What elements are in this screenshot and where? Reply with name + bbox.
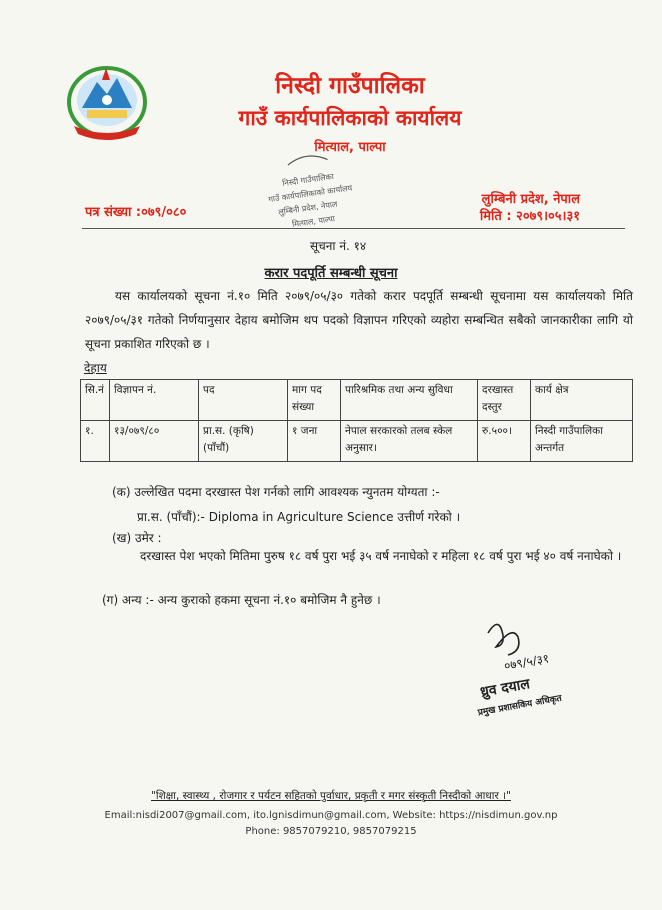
table-header-cell: सि.नं [81,380,110,421]
stamp-line-2: गाउँ कार्यपालिकाको कार्यालय [267,183,353,205]
signatory-name: ध्रुव दयाल [479,676,532,701]
notice-subject [0,263,662,281]
footer-motto [0,789,662,803]
footer-motto-text: "शिक्षा, स्वास्थ्य , रोजगार र पर्यटन सहितको पुर्वाधार, प्रकृती र मगर संस्कृती निस्दीको आधार ।" [151,790,511,802]
signature-block [468,615,578,725]
stamp-line-4: मित्याल, पाल्पा [291,214,336,230]
table-header-cell: विज्ञापन नं. [110,380,199,421]
table-header-cell: माग पद संख्या [288,380,341,421]
section-kha-text: दरखास्त पेश भएको मितिमा पुरुष १८ वर्ष पुरा भई ३५ वर्ष ननाघेको र महिला १८ वर्ष पुरा भई ४० वर्ष ननाघेको । [140,549,622,563]
table-cell: १. [81,421,110,462]
table-header-cell: दरखास्त दस्तुर [478,380,531,421]
table-cell: रु.५००। [478,421,531,462]
table-header-row [81,380,633,421]
footer-email-website: Email:nisdi2007@gmail.com, ito.lgnisdimun@gmail.com, Website: https://nisdimun.gov.np [104,810,558,821]
table-header-cell: पद [199,380,288,421]
table-header-cell: कार्य क्षेत्र [531,380,633,421]
footer-phone: Phone: 9857079210, 9857079215 [245,826,417,837]
province-label: लुम्बिनी प्रदेश, नेपाल [481,192,580,207]
notice-subject-text: करार पदपूर्ति सम्बन्धी सूचना [264,266,398,281]
table-cell: १३/०७९/८० [110,421,199,462]
nepal-emblem-logo [62,60,152,145]
office-title-line2: गाउँ कार्यपालिकाको कार्यालय [238,106,462,130]
reference-number: पत्र संख्या :०७९/०८० [85,205,187,220]
stamp-line-1: निस्दी गाउँपालिका [281,171,335,188]
table-row [81,421,633,462]
section-ga-text: (ग) अन्य :- अन्य कुराको हकमा सूचना नं.१० बमोजिम नै हुनेछ । [102,593,381,607]
office-stamp [262,152,362,234]
section-kha-heading: (ख) उमेर : [112,531,162,545]
table-cell: निस्दी गाउँपालिका अन्तर्गत [531,421,633,462]
table-cell: १ जना [288,421,341,462]
table-cell: प्रा.स. (कृषि) (पाँचौं) [199,421,288,462]
table-cell: नेपाल सरकारको तलब स्केल अनुसार। [341,421,478,462]
section-ka-text: प्रा.स. (पाँचौं):- Diploma in Agriculture Science उत्तीर्ण गरेको । [137,510,461,524]
table-header-cell: पारिश्रमिक तथा अन्य सुविधा [341,380,478,421]
section-ka-heading: (क) उल्लेखित पदमा दरखास्त पेश गर्नको लागि आवश्यक न्युनतम योग्यता :- [112,485,440,499]
office-location: मित्याल, पाल्पा [314,140,386,155]
stamp-line-3: लुम्बिनी प्रदेश, नेपाल [277,199,338,217]
signatory-designation: प्रमुख प्रशासकिय अधिकृत [477,693,563,719]
notice-paragraph: यस कार्यालयको सूचना नं.१० मिति २०७९/०५/३० गतेको करार पदपूर्ति सम्बन्धी सूचनामा यस कार्यालयको मिति २०७९/०५/३१ गतेको निर्णयानुसार देहाय बमोजिम थप पदको विज्ञापन गरिएको व्यहोरा सम्बन्धित सबैको जानकारीका लागि यो सूचना प्रकाशित गरिएको छ । [85,289,633,351]
letter-date: मिति : २०७९।०५।३१ [479,209,580,224]
notice-number: सूचना नं. १४ [310,239,367,253]
footer-contact [0,808,662,840]
header-divider [82,228,625,229]
office-title-line1: निस्दी गाउँपालिका [275,73,425,99]
vacancy-table [80,379,633,462]
signature-date: ०७९/५/३१ [502,651,551,674]
dehaya-label: देहाय [84,361,107,375]
